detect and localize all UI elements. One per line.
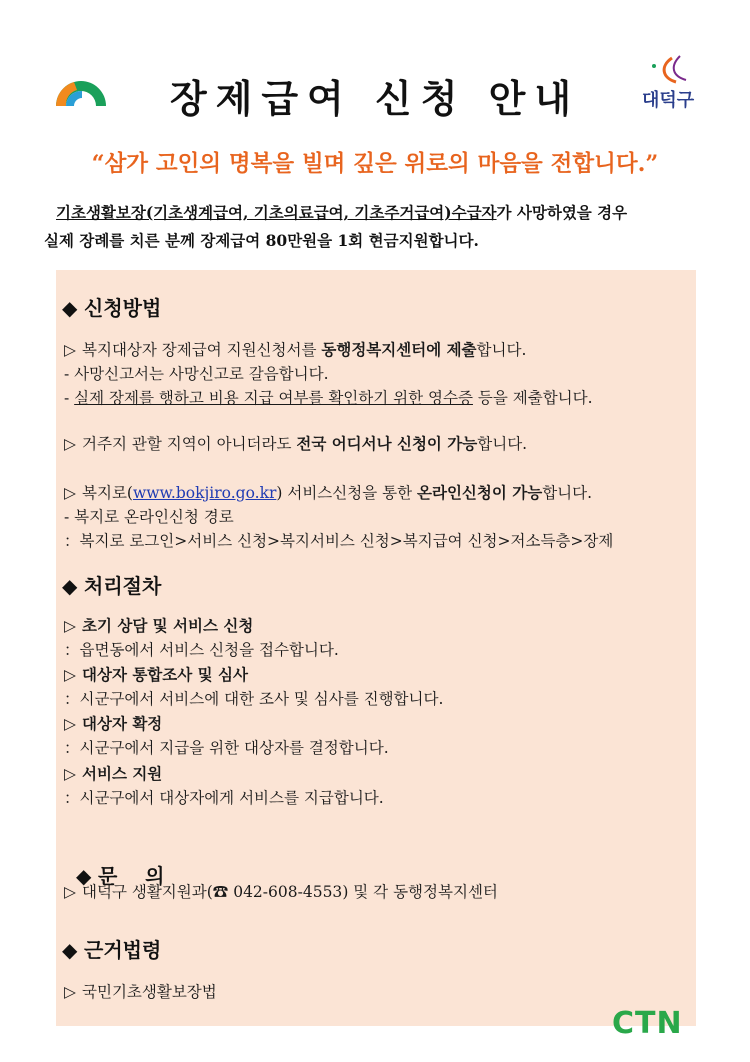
apply-line-submit: ▷ 복지대상자 장제급여 지원신청서를 동행정복지센터에 제출합니다.: [64, 340, 527, 359]
triangle-bullet-icon: ▷: [64, 617, 76, 635]
process-step-title: ▷ 서비스 지원: [64, 764, 163, 783]
law-line: ▷ 국민기초생활보장법: [64, 983, 217, 1001]
apply-line-nationwide: ▷ 거주지 관할 지역이 아니더라도 전국 어디서나 신청이 가능합니다.: [64, 434, 528, 453]
apply-line-receipt: - 실제 장제를 행하고 비용 지급 여부를 확인하기 위한 영수증 등을 제출합니다.: [64, 389, 593, 407]
diamond-bullet-icon: ◆: [62, 574, 78, 598]
bokjiro-link[interactable]: www.bokjiro.go.kr: [132, 484, 277, 502]
daedeok-gu-logo: [632, 52, 706, 112]
triangle-bullet-icon: ▷: [64, 341, 76, 359]
intro-line2: 실제 장례를 치른 분께 장제급여 80만원을 1회 현금지원합니다.: [44, 231, 479, 250]
process-step-desc: ：읍면동에서 서비스 신청을 접수합니다.: [64, 641, 339, 659]
ctn-watermark-logo: CTN: [612, 1006, 683, 1041]
process-step-desc: ：시군구에서 대상자에게 서비스를 지급합니다.: [64, 789, 384, 807]
diamond-bullet-icon: ◆: [62, 938, 78, 962]
triangle-bullet-icon: ▷: [64, 765, 76, 783]
process-step-title: ▷ 대상자 확정: [64, 714, 163, 733]
diamond-bullet-icon: ◆: [75, 864, 92, 888]
section-heading-process: ◆ 처리절차: [62, 574, 162, 598]
apply-line-online-path: ：복지로 로그인>서비스 신청>복지서비스 신청>복지급여 신청>저소득층>장제: [64, 532, 614, 550]
diamond-bullet-icon: ◆: [62, 296, 78, 320]
intro-text: [44, 199, 724, 255]
apply-line-online-path-label: - 복지로 온라인신청 경로: [64, 508, 234, 526]
section-heading-apply: ◆ 신청방법: [62, 296, 162, 320]
section-heading-law: ◆ 근거법령: [62, 938, 162, 962]
apply-line-death-report: - 사망신고서는 사망신고로 갈음합니다.: [64, 365, 329, 383]
section-heading-contact: ◆ 문 의: [75, 864, 165, 888]
logo-swirl-icon: [632, 52, 706, 112]
intro-line1-rest: 가 사망하였을 경우: [496, 203, 628, 222]
process-step-desc: ：시군구에서 지급을 위한 대상자를 결정합니다.: [64, 739, 389, 757]
triangle-bullet-icon: ▷: [64, 883, 76, 901]
triangle-bullet-icon: ▷: [64, 715, 76, 733]
triangle-bullet-icon: ▷: [64, 435, 76, 453]
phone-icon: ☎: [212, 883, 229, 901]
condolence-slogan: “삼가 고인의 명복을 빌며 깊은 위로의 마음을 전합니다.”: [91, 151, 659, 177]
process-step-title: ▷ 초기 상담 및 서비스 신청: [64, 616, 254, 635]
page-title: 장제급여 신청 안내: [169, 77, 581, 121]
triangle-bullet-icon: ▷: [64, 484, 76, 502]
logo-name: 대덕구: [642, 90, 695, 111]
triangle-bullet-icon: ▷: [64, 666, 76, 684]
contact-line: ▷ 대덕구 생활지원과(☎ 042-608-4553) 및 각 동행정복지센터: [64, 883, 498, 901]
process-step-desc: ：시군구에서 서비스에 대한 조사 및 심사를 진행합니다.: [64, 690, 444, 708]
triangle-bullet-icon: ▷: [64, 983, 76, 1001]
intro-recipient: 기초생활보장(기초생계급여, 기초의료급여, 기초주거급여)수급자: [56, 203, 497, 222]
contact-phone: 042-608-4553: [228, 883, 343, 901]
apply-line-online: ▷ 복지로(www.bokjiro.go.kr) 서비스신청을 통한 온라인신청이 가능합니다.: [64, 483, 593, 502]
process-step-title: ▷ 대상자 통합조사 및 심사: [64, 665, 248, 684]
